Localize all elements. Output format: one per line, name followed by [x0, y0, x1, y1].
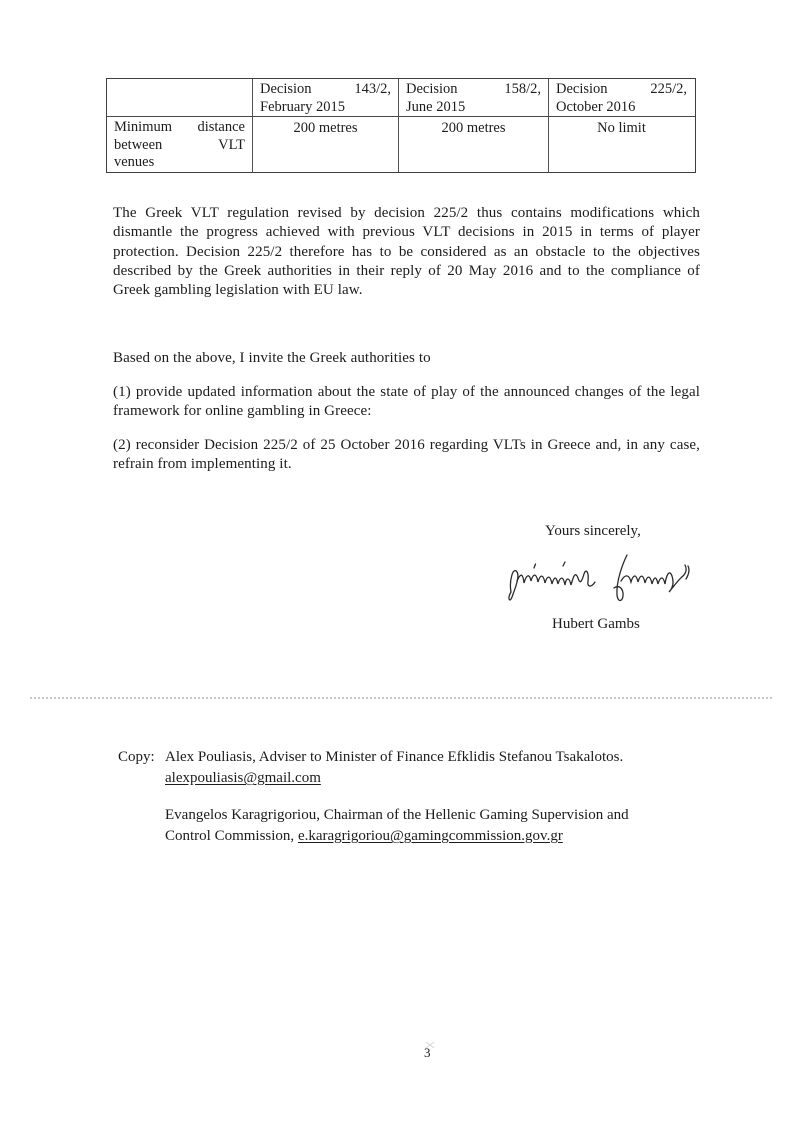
recipient-2-description-cont: Control Commission, — [165, 828, 298, 844]
paragraph-request-2: (2) reconsider Decision 225/2 of 25 October 2016 regarding VLTs in Greece and, in any case, refrain from implementing it. — [113, 437, 700, 473]
recipient-1-description: Alex Pouliasis, Adviser to Minister of Finance Efklidis Stefanou Tsakalotos. — [165, 749, 624, 765]
signatory-name: Hubert Gambs — [552, 616, 640, 632]
decision-ref: 143/2, — [354, 81, 391, 97]
row-label-word: venues — [114, 154, 155, 170]
paragraph-vlt-regulation: The Greek VLT regulation revised by decision 225/2 thus contains modifications which dismantle the progress achieved with previous VLT decisions in 2015 in terms of player protection. Decision 225/2 therefore has to be considered as an obstacle to the objectives described by the Greek authorities in their reply of 20 May 2016 and to the compliance of Greek gambling legislation with EU law. — [113, 205, 700, 299]
copy-recipient-1 — [118, 747, 705, 789]
copy-label: Copy: — [118, 749, 155, 765]
row-label-minimum-distance — [107, 117, 252, 172]
decision-label: Decision — [406, 81, 458, 97]
decision-label: Decision — [260, 81, 312, 97]
vlt-decisions-table — [106, 78, 696, 173]
copy-recipient-2 — [118, 805, 705, 847]
table-header-cell-empty — [107, 79, 252, 116]
closing-salutation: Yours sincerely, — [545, 523, 641, 539]
table-cell-value-143: 200 metres — [252, 117, 398, 172]
paragraph-invitation: Based on the above, I invite the Greek authorities to — [113, 350, 431, 366]
row-label-word: between — [114, 136, 163, 153]
paragraph-request-1: (1) provide updated information about the state of play of the announced changes of the legal framework for online gambling in Greece: — [113, 384, 700, 420]
decision-date: June 2015 — [406, 98, 466, 115]
row-label-word: distance — [197, 119, 245, 135]
recipient-2-email: e.karagrigoriou@gamingcommission.gov.gr — [297, 828, 563, 844]
decision-ref: 158/2, — [504, 81, 541, 97]
table-header-cell-decision-143 — [252, 79, 398, 116]
recipient-2-description: Evangelos Karagrigoriou, Chairman of the Hellenic Gaming Supervision and — [165, 807, 629, 823]
handwritten-signature-icon — [503, 551, 695, 609]
copy-recipients-block — [118, 747, 705, 847]
row-label-word: Minimum — [114, 119, 173, 135]
copy-label-spacer — [118, 805, 165, 847]
table-header-cell-decision-225 — [548, 79, 694, 116]
table-body-row — [107, 117, 695, 172]
table-cell-value-158: 200 metres — [398, 117, 548, 172]
scan-separator-dots — [30, 697, 772, 699]
table-cell-value-225: No limit — [548, 117, 694, 172]
decision-date: October 2016 — [556, 98, 636, 115]
decision-ref: 225/2, — [650, 81, 687, 97]
page-number: 3 — [424, 1045, 431, 1060]
recipient-1-email: alexpouliasis@gmail.com — [165, 770, 321, 786]
table-header-cell-decision-158 — [398, 79, 548, 116]
decision-date: February 2015 — [260, 98, 345, 115]
decision-label: Decision — [556, 81, 608, 97]
row-label-word: VLT — [218, 136, 245, 153]
table-header-row — [107, 79, 695, 117]
